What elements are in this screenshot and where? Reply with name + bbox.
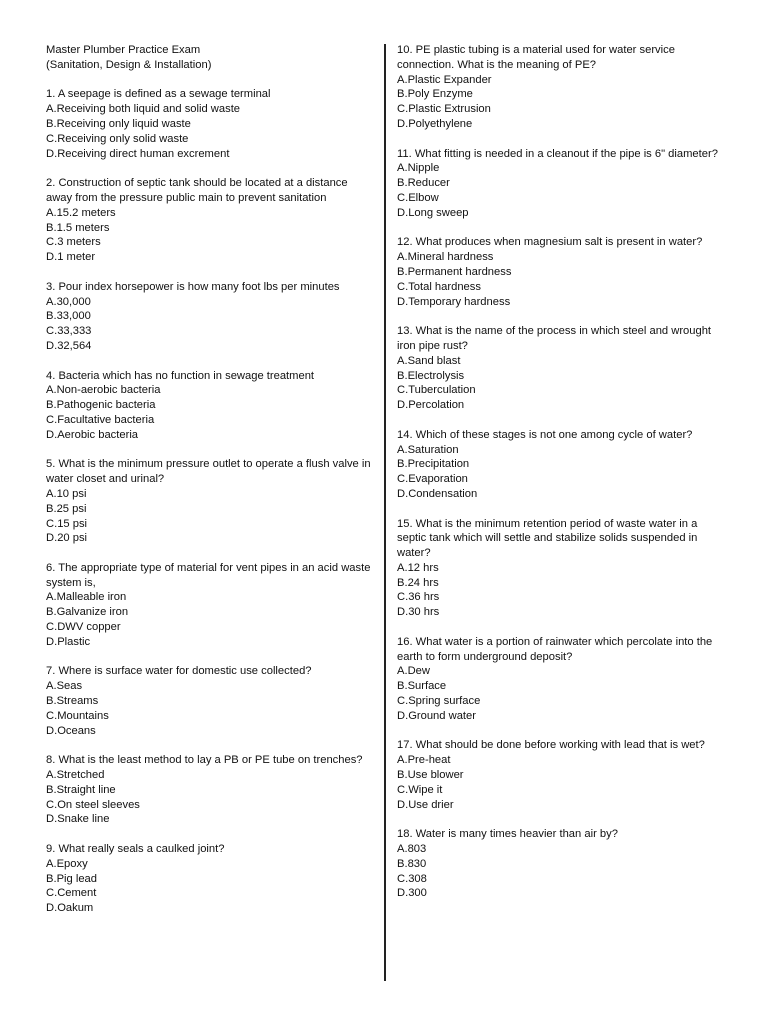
question-block (397, 827, 727, 901)
answer-option: A.30,000 (46, 295, 91, 308)
answer-option: D.Use drier (397, 798, 454, 811)
answer-option: C.Wipe it (397, 783, 443, 796)
answer-option: A.Epoxy (46, 857, 88, 870)
answer-option: B.830 (397, 857, 427, 870)
answer-option: D.Percolation (397, 399, 465, 412)
left-column (46, 43, 372, 931)
answer-option: B.25 psi (46, 502, 87, 515)
answer-option: B.Electrolysis (397, 369, 465, 382)
answer-option: B.Pathogenic bacteria (46, 399, 156, 412)
question-text: 18. Water is many times heavier than air by? (397, 828, 618, 841)
answer-option: B.Streams (46, 695, 99, 708)
answer-option: B.Pig lead (46, 872, 97, 885)
answer-option: C.Elbow (397, 191, 439, 204)
question-text: 15. What is the minimum retention period of waste water in a septic tank which will settle and stabilize solids suspended in water? (397, 517, 698, 560)
answer-option: A.15.2 meters (46, 206, 116, 219)
answer-option: C.Plastic Extrusion (397, 103, 491, 116)
answer-option: C.Mountains (46, 709, 109, 722)
answer-option: D.Oceans (46, 724, 96, 737)
question-text: 1. A seepage is defined as a sewage terminal (46, 88, 271, 101)
question-block (46, 842, 372, 916)
question-block (46, 753, 372, 827)
question-text: 2. Construction of septic tank should be located at a distance away from the pressure public main to prevent sanitation (46, 177, 348, 204)
question-block (46, 561, 372, 650)
question-text: 8. What is the least method to lay a PB or PE tube on trenches? (46, 754, 363, 767)
answer-option: A.Plastic Expander (397, 73, 492, 86)
answer-option: A.Nipple (397, 162, 440, 175)
answer-option: D.Long sweep (397, 206, 469, 219)
answer-option: D.30 hrs (397, 606, 440, 619)
answer-option: B.Galvanize iron (46, 606, 129, 619)
answer-option: A.Receiving both liquid and solid waste (46, 103, 241, 116)
answer-option: A.Malleable iron (46, 591, 127, 604)
column-divider (384, 44, 386, 981)
question-block (397, 635, 727, 724)
header-spacer (46, 73, 372, 88)
page-title: Master Plumber Practice Exam (46, 44, 201, 56)
question-block (46, 176, 372, 265)
answer-option: A.Mineral hardness (397, 251, 494, 264)
question-text: 12. What produces when magnesium salt is present in water? (397, 236, 703, 249)
answer-option: B.Surface (397, 680, 447, 693)
answer-option: A.12 hrs (397, 561, 439, 574)
answer-option: C.Tuberculation (397, 384, 476, 397)
answer-option: C.33,333 (46, 325, 92, 338)
answer-option: D.1 meter (46, 251, 96, 264)
answer-option: D.Aerobic bacteria (46, 428, 139, 441)
question-text: 9. What really seals a caulked joint? (46, 843, 225, 856)
answer-option: B.24 hrs (397, 576, 439, 589)
question-text: 11. What fitting is needed in a cleanout if the pipe is 6" diameter? (397, 147, 718, 160)
answer-option: A.803 (397, 843, 427, 856)
question-block (46, 280, 372, 354)
answer-option: B.Poly Enzyme (397, 88, 473, 101)
answer-option: B.Reducer (397, 177, 450, 190)
question-block (397, 43, 727, 132)
answer-option: C.Cement (46, 887, 97, 900)
question-text: 17. What should be done before working with lead that is wet? (397, 739, 705, 752)
answer-option: A.10 psi (46, 487, 87, 500)
answer-option: D.Temporary hardness (397, 295, 511, 308)
right-column (397, 43, 727, 916)
answer-option: B.Permanent hardness (397, 265, 512, 278)
answer-option: D.32,564 (46, 339, 92, 352)
question-text: 10. PE plastic tubing is a material used for water service connection. What is the meaning of PE? (397, 44, 675, 71)
answer-option: C.Receiving only solid waste (46, 132, 189, 145)
answer-option: C.Facultative bacteria (46, 413, 155, 426)
answer-option: D.Polyethylene (397, 117, 473, 130)
question-block (46, 87, 372, 161)
question-text: 16. What water is a portion of rainwater which percolate into the earth to form underground deposit? (397, 635, 713, 663)
answer-option: A.Sand blast (397, 354, 461, 367)
answer-option: D.Condensation (397, 487, 478, 500)
question-block (397, 738, 727, 812)
answer-option: B.33,000 (46, 310, 91, 323)
right-question-list (397, 43, 727, 901)
question-block (397, 517, 727, 621)
answer-option: C.Evaporation (397, 473, 468, 486)
question-block (397, 235, 727, 309)
answer-option: C.Total hardness (397, 280, 481, 293)
answer-option: A.Stretched (46, 769, 105, 782)
question-text: 7. Where is surface water for domestic use collected? (46, 665, 312, 678)
answer-option: D.300 (397, 887, 427, 900)
question-text: 14. Which of these stages is not one among cycle of water? (397, 428, 693, 441)
question-text: 6. The appropriate type of material for vent pipes in an acid waste system is, (46, 561, 371, 589)
question-block (46, 457, 372, 546)
question-text: 13. What is the name of the process in which steel and wrought iron pipe rust? (397, 325, 712, 352)
answer-option: D.Oakum (46, 902, 94, 915)
answer-option: A.Seas (46, 680, 83, 693)
answer-option: D.20 psi (46, 532, 88, 545)
answer-option: C.DWV copper (46, 621, 121, 634)
answer-option: D.Receiving direct human excrement (46, 147, 230, 160)
answer-option: D.Plastic (46, 635, 91, 648)
question-block (46, 664, 372, 738)
question-block (397, 147, 727, 221)
question-text: 3. Pour index horsepower is how many foot lbs per minutes (46, 280, 340, 293)
question-block (46, 369, 372, 443)
answer-option: C.15 psi (46, 517, 88, 530)
answer-option: C.On steel sleeves (46, 798, 140, 811)
question-text: 5. What is the minimum pressure outlet to operate a flush valve in water closet and urinal? (46, 458, 371, 486)
answer-option: B.Precipitation (397, 458, 470, 471)
answer-option: D.Ground water (397, 709, 476, 722)
answer-option: A.Non-aerobic bacteria (46, 384, 161, 397)
answer-option: C.3 meters (46, 236, 101, 249)
answer-option: C.Spring surface (397, 695, 481, 708)
page-subtitle: (Sanitation, Design & Installation) (46, 58, 212, 71)
answer-option: B.Receiving only liquid waste (46, 117, 191, 130)
question-block (397, 428, 727, 502)
question-block (397, 324, 727, 413)
answer-option: D.Snake line (46, 813, 110, 826)
answer-option: C.308 (397, 872, 427, 885)
answer-option: B.Use blower (397, 769, 464, 782)
question-text: 4. Bacteria which has no function in sewage treatment (46, 369, 315, 382)
answer-option: B.Straight line (46, 783, 116, 796)
answer-option: B.1.5 meters (46, 221, 110, 234)
answer-option: C.36 hrs (397, 591, 440, 604)
answer-option: A.Dew (397, 665, 430, 678)
left-question-list (46, 87, 372, 916)
answer-option: A.Pre-heat (397, 754, 451, 767)
answer-option: A.Saturation (397, 443, 459, 456)
